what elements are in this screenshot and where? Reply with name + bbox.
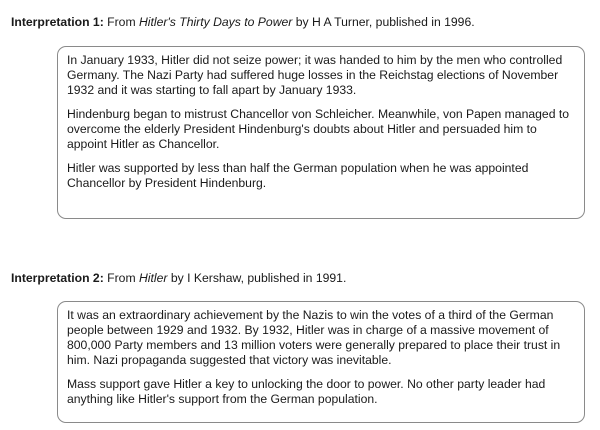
interpretation-2-paragraph-1: It was an extraordinary achievement by the Nazis to win the votes of a third of the German people between 1929 and 1932. By 1932, Hitler was in charge of a massive movement of 800,000 Party members and 13 million voters were generally prepared to place their trust in him. Nazi propaganda suggested that victory was inevitable.	[67, 308, 561, 367]
interpretation-1-from: From	[107, 15, 136, 29]
interpretation-1-label: Interpretation 1:	[11, 15, 104, 29]
interpretation-2-box	[57, 301, 585, 423]
interpretation-1-box	[57, 46, 585, 219]
interpretation-2-source: by I Kershaw, published in 1991.	[170, 271, 347, 285]
interpretation-1-paragraph-2: Hindenburg began to mistrust Chancellor von Schleicher. Meanwhile, von Papen managed to overcome the elderly President Hindenburg's doubts about Hitler and persuaded him to appoint Hitler as Chancellor.	[67, 107, 570, 151]
interpretation-1-source: by H A Turner, published in 1996.	[295, 15, 475, 29]
interpretation-2-book-title: Hitler	[139, 271, 168, 285]
interpretation-2-from: From	[107, 271, 136, 285]
interpretation-1-book-title: Hitler's Thirty Days to Power	[139, 15, 293, 29]
interpretation-1-paragraph-1: In January 1933, Hitler did not seize power; it was handed to him by the men who controlled Germany. The Nazi Party had suffered huge losses in the Reichstag elections of November 1932 and it was starting to fall apart by January 1933.	[67, 53, 563, 97]
interpretation-2-label: Interpretation 2:	[11, 271, 104, 285]
interpretation-1-heading	[11, 15, 475, 30]
interpretation-2-heading	[11, 271, 346, 286]
interpretation-1-paragraph-3: Hitler was supported by less than half the German population when he was appointed Chancellor by President Hindenburg.	[67, 161, 529, 190]
interpretation-2-paragraph-2: Mass support gave Hitler a key to unlocking the door to power. No other party leader had anything like Hitler's support from the German population.	[67, 377, 546, 406]
